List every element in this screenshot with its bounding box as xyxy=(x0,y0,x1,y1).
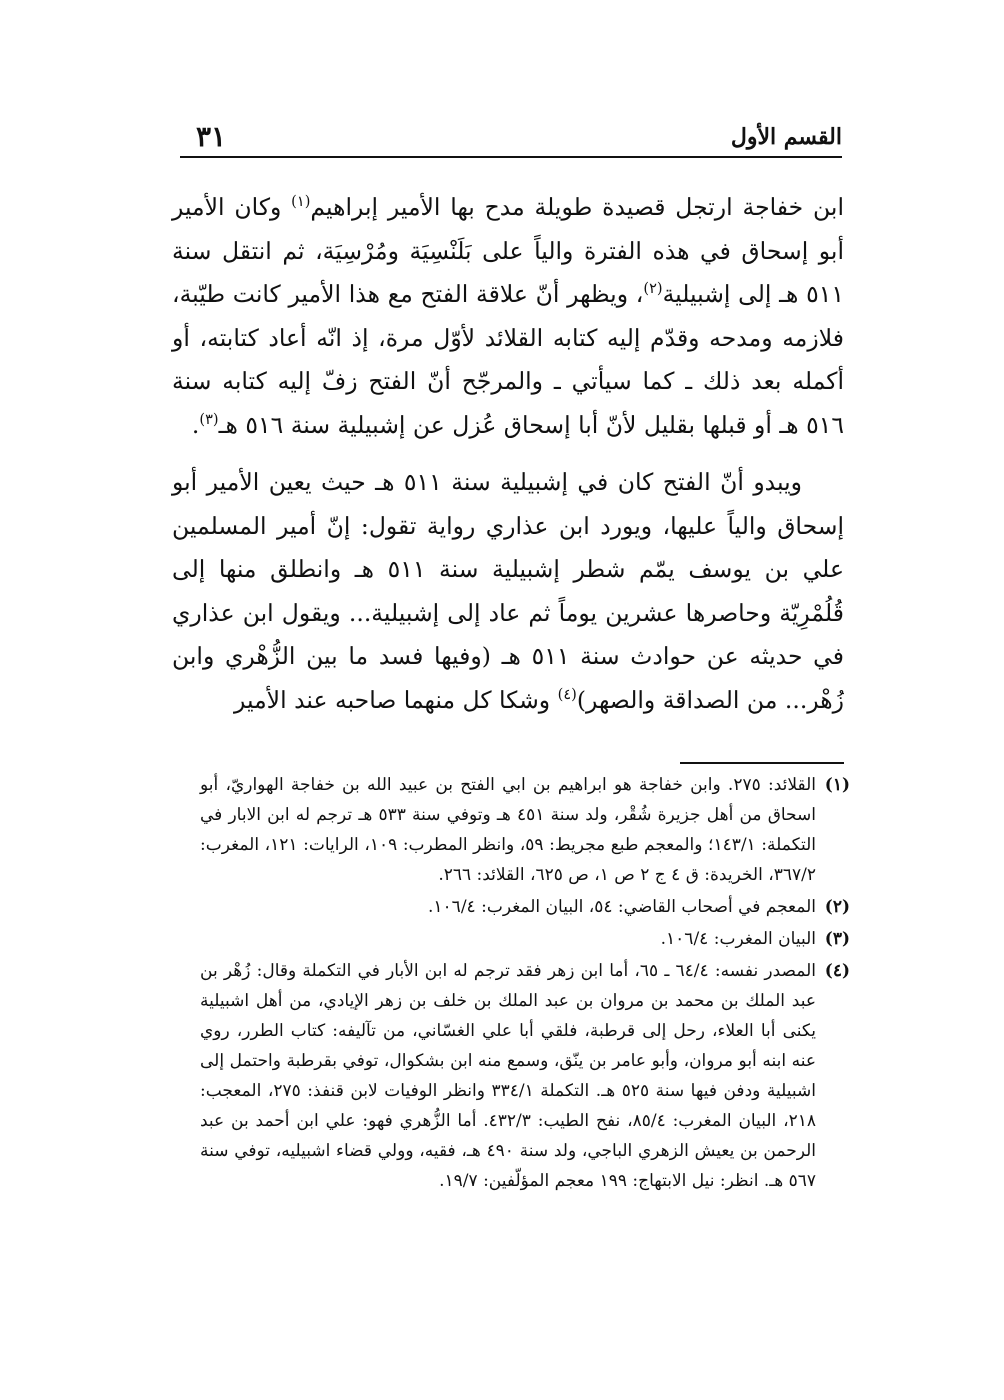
footnote-separator xyxy=(680,762,844,764)
paragraph-1-text-b: وكان الأمير أبو إسحاق في هذه الفترة والياً على بَلَنْسِيَة ومُرْسِيَة، ثم انتقل سنة ٥١١ هـ إلى إشبيلية xyxy=(172,193,844,308)
footnote-1 xyxy=(200,770,850,890)
footnote-text: البيان المغرب: ١٠٦/٤. xyxy=(660,929,816,949)
footnote-number: (٢) xyxy=(824,897,850,917)
paragraph-1-text-d: . xyxy=(191,410,200,439)
main-text xyxy=(172,186,844,722)
footnote-number: (٤) xyxy=(824,961,850,981)
paragraph-1-text-c: ، ويظهر أنّ علاقة الفتح مع هذا الأمير كانت طيّبة، فلازمه ومدحه وقدّم إليه كتابه القلائد لأوّل مرة، إذ انّه أعاد كتابته، أو أكمله بعد ذلك ـ كما سيأتي ـ والمرجّح أنّ الفتح زفّ إليه كتابه سنة ٥١٦ هـ أو قبلها بقليل لأنّ أبا إسحاق عُزل عن إشبيلية سنة ٥١٦ هـ xyxy=(172,280,844,439)
paragraph-2 xyxy=(172,461,844,722)
paragraph-2-text-b: وشكا كل منهما صاحبه عند الأمير xyxy=(234,685,558,714)
footnote-text: المعجم في أصحاب القاضي: ٥٤، البيان المغرب: ١٠٦/٤. xyxy=(428,897,816,917)
header-rule xyxy=(180,156,842,158)
paragraph-2-text-a: ويبدو أنّ الفتح كان في إشبيلية سنة ٥١١ هـ حيث يعين الأمير أبو إسحاق والياً عليها، ويورد ابن عذاري رواية تقول: إنّ أمير المسلمين علي بن يوسف يمّم شطر إشبيلية سنة ٥١١ هـ وانطلق منها إلى قُلُمْرِيّة وحاصرها عشرين يوماً ثم عاد إلى إشبيلية... ويقول ابن عذاري في حديثه عن حوادث سنة ٥١١ هـ (وفيها فسد ما بين الزُّهْري وابن زُهْر... من الصداقة والصهر) xyxy=(172,468,844,714)
footnote-2 xyxy=(200,892,850,922)
footnote-ref-4: (٤) xyxy=(557,685,577,703)
footnote-ref-1: (١) xyxy=(291,193,311,211)
paragraph-1-text-a: ابن خفاجة ارتجل قصيدة طويلة مدح بها الأمير إبراهيم xyxy=(310,193,844,221)
footnote-text: القلائد: ٢٧٥. وابن خفاجة هو ابراهيم بن ابي الفتح بن عبيد الله بن خفاجة الهواريّ، أبو اسحاق من أهل جزيرة شُقْر، ولد سنة ٤٥١ هـ وتوفي سنة ٥٣٣ هـ ترجم له ابن الابار في التكملة: ١٤٣/١؛ والمعجم طبع مجريط: ٥٩، وانظر المطرب: ١٠٩، الرايات: ١٢١، المغرب: ٣٦٧/٢، الخريدة: ق ٤ ج ٢ ص ١، ص ٦٢٥، القلائد: ٢٦٦. xyxy=(200,775,817,885)
footnote-text: المصدر نفسه: ٦٤/٤ ـ ٦٥، أما ابن زهر فقد ترجم له ابن الأبار في التكملة وقال: زُهْر بن عبد الملك بن محمد بن مروان بن عبد الملك بن خلف بن زهر الإيادي، من أهل اشبيلية يكنى أبا العلاء، رحل إلى قرطبة، فلقي أبا علي الغسّاني، من تآليفه: كتاب الطرر، روي عنه ابنه أبو مروان، وأبو عامر بن ينّق، وسمع منه ابن بشكوال، توفي بقرطبة واحتمل إلى اشبيلية ودفن فيها سنة ٥٢٥ هـ. التكملة ٣٣٤/١ وانظر الوفيات لابن قنفذ: ٢٧٥، المعجب: ٢١٨، البيان المغرب: ٨٥/٤، نفح الطيب: ٤٣٢/٣. أما الزُّهري فهو: علي ابن أحمد بن عبد الرحمن بن يعيش الزهري الباجي، ولد سنة ٤٩٠ هـ، فقيه، وولي قضاء اشبيليه، توفي سنة ٥٦٧ هـ. انظر: نيل الابتهاج: ١٩٩ معجم المؤلّفين: ١٩/٧. xyxy=(200,961,816,1191)
footnote-number: (١) xyxy=(824,775,850,795)
section-title: القسم الأول xyxy=(730,124,842,150)
footnote-number: (٣) xyxy=(824,929,850,949)
footnotes xyxy=(200,770,850,1196)
running-header xyxy=(180,120,842,156)
footnote-3 xyxy=(200,924,850,954)
page-number: ٣١ xyxy=(196,120,227,153)
footnote-ref-2: (٢) xyxy=(643,280,663,298)
footnote-4 xyxy=(200,956,850,1196)
footnote-ref-3: (٣) xyxy=(199,410,219,428)
paragraph-1 xyxy=(172,186,844,447)
